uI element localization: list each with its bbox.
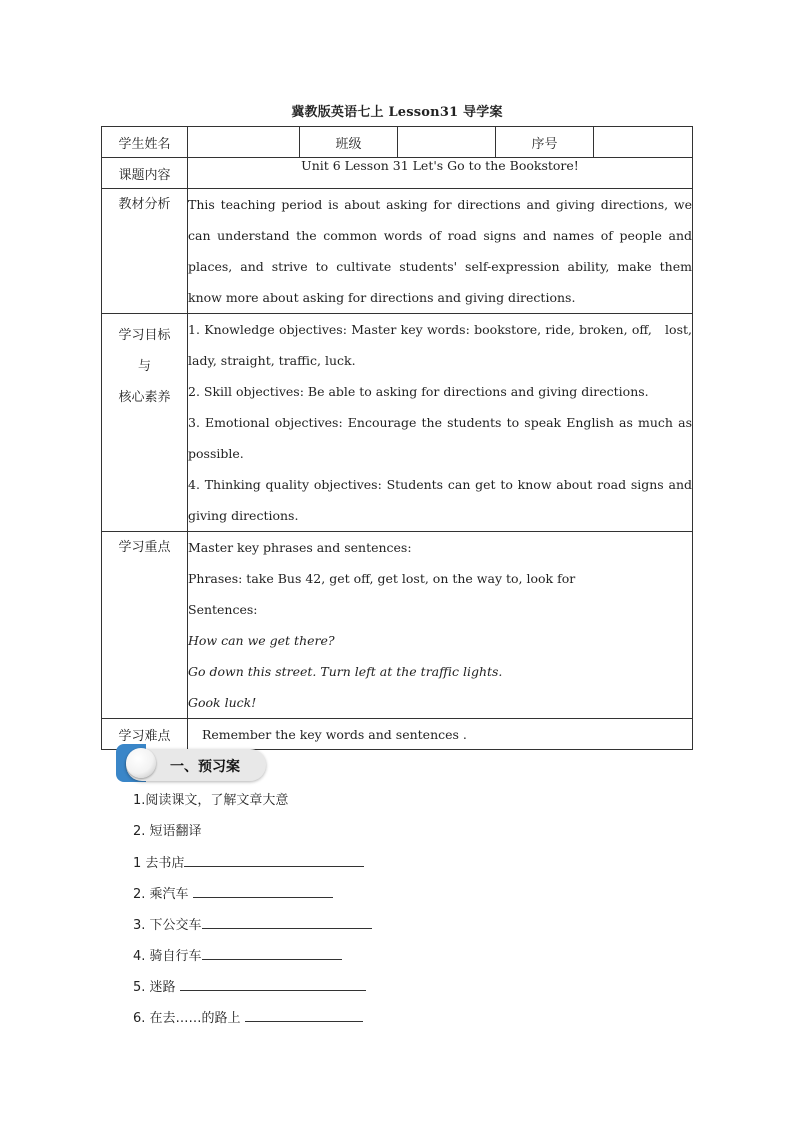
key-points-intro: Master key phrases and sentences:: [188, 540, 412, 555]
objectives-label: [102, 314, 188, 532]
objectives-label-line3: 核心素养: [118, 390, 171, 405]
preview-item-read: [133, 790, 372, 821]
objective-item: 3. Emotional objectives: Encourage the students to speak English as much as possible.: [188, 415, 692, 461]
answer-blank[interactable]: [202, 914, 372, 929]
objective-item: 1. Knowledge objectives: Master key words: bookstore, ride, broken, off, lost, lady, straight, traffic, luck.: [188, 322, 692, 368]
phrase-item: [133, 852, 372, 883]
objective-item: 4. Thinking quality objectives: Students can get to know about road signs and giving directions.: [188, 477, 692, 523]
phrase-text: 1 去书店: [133, 856, 185, 871]
phrase-text: 6. 在去……的路上: [133, 1011, 245, 1026]
class-field[interactable]: [398, 127, 496, 158]
phrase-item: [133, 914, 372, 945]
preview-text: 1.阅读课文，了解文章大意: [133, 793, 289, 808]
answer-blank[interactable]: [180, 976, 366, 991]
key-points-content: [188, 532, 693, 719]
section-header: [116, 744, 268, 786]
preview-item-translate: [133, 821, 372, 852]
number-field[interactable]: [594, 127, 693, 158]
preview-list: [133, 790, 372, 1038]
section-circle-icon: [126, 748, 156, 778]
phrase-text: 4. 骑自行车: [133, 949, 202, 964]
phrase-item: [133, 976, 372, 1007]
difficulties-label: 学习难点: [102, 719, 188, 750]
topic-row: [102, 158, 693, 189]
answer-blank[interactable]: [245, 1007, 363, 1022]
key-sentence: Go down this street. Turn left at the traffic lights.: [188, 664, 503, 679]
header-row: [102, 127, 693, 158]
number-label: 序号: [496, 127, 594, 158]
analysis-text: This teaching period is about asking for directions and giving directions, we can understand the common words of road signs and names of people and places, and strive to cultivate students' self-expression ability, make them know more about asking for directions and giving directions.: [188, 189, 693, 314]
answer-blank[interactable]: [184, 852, 364, 867]
phrase-item: [133, 883, 372, 914]
student-name-field[interactable]: [188, 127, 300, 158]
key-sentence: Gook luck!: [188, 695, 257, 710]
phrase-item: [133, 1007, 372, 1038]
answer-blank[interactable]: [202, 945, 342, 960]
key-phrases: Phrases: take Bus 42, get off, get lost, on the way to, look for: [188, 571, 576, 586]
key-points-row: [102, 532, 693, 719]
phrase-text: 2. 乘汽车: [133, 887, 193, 902]
objective-item: 2. Skill objectives: Be able to asking for directions and giving directions.: [188, 384, 649, 399]
topic-value: Unit 6 Lesson 31 Let's Go to the Bookstore!: [188, 158, 693, 189]
topic-label: 课题内容: [102, 158, 188, 189]
sentences-label: Sentences:: [188, 602, 258, 617]
difficulties-value: Remember the key words and sentences .: [188, 719, 693, 750]
objectives-label-line2: 与: [137, 359, 151, 374]
objectives-content: [188, 314, 693, 532]
key-sentence: How can we get there?: [188, 633, 335, 648]
key-points-label: 学习重点: [102, 532, 188, 719]
student-name-label: 学生姓名: [102, 127, 188, 158]
phrase-item: [133, 945, 372, 976]
lesson-plan-table: [101, 126, 693, 750]
objectives-label-line1: 学习目标: [118, 328, 171, 343]
class-label: 班级: [300, 127, 398, 158]
answer-blank[interactable]: [193, 883, 333, 898]
analysis-label: 教材分析: [102, 189, 188, 314]
phrase-text: 3. 下公交车: [133, 918, 202, 933]
analysis-row: [102, 189, 693, 314]
objectives-row: [102, 314, 693, 532]
document-title: 冀教版英语七上 Lesson31 导学案: [291, 105, 503, 120]
preview-text: 2. 短语翻译: [133, 824, 202, 839]
section-title: 一、预习案: [170, 759, 240, 775]
phrase-text: 5. 迷路: [133, 980, 180, 995]
